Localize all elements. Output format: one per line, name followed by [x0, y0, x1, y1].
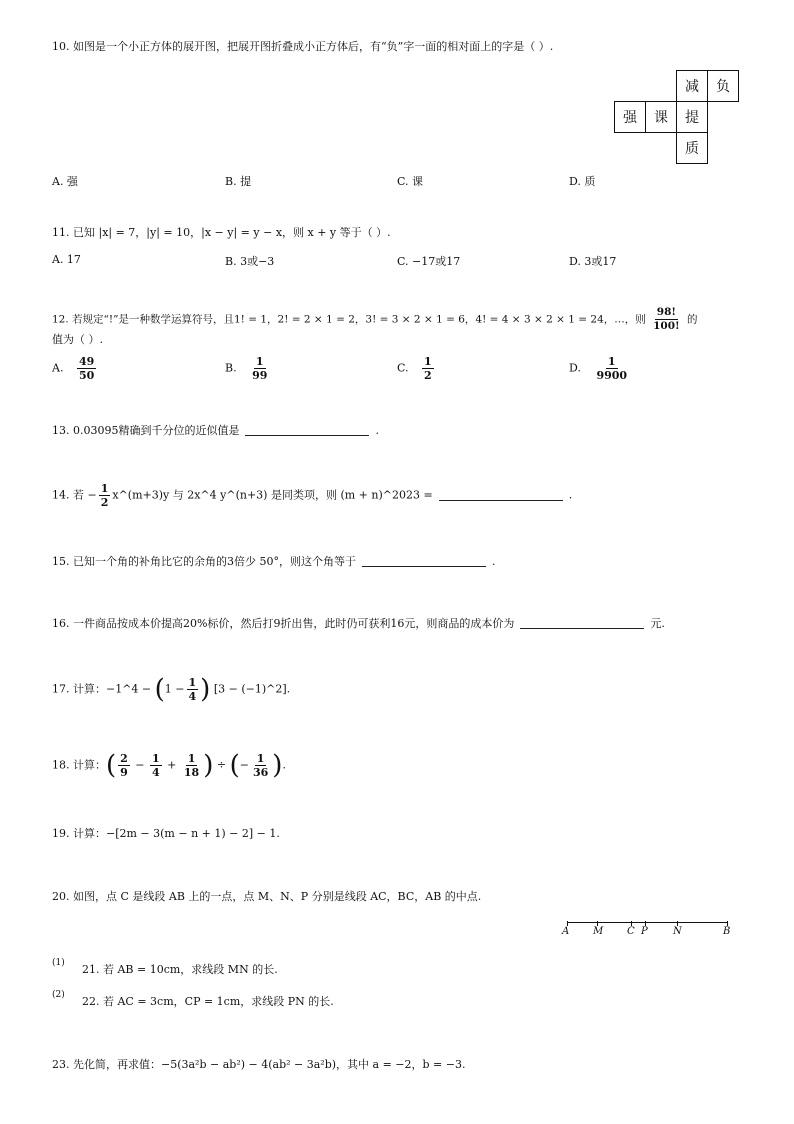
- frac-den: 99: [252, 369, 268, 382]
- q11-option-a[interactable]: A. 17: [52, 253, 81, 266]
- segment-line: [567, 922, 727, 923]
- point-label-p: P: [641, 926, 648, 937]
- frac-den: 2: [424, 369, 432, 382]
- q15-answer-blank[interactable]: [362, 556, 486, 567]
- q20-sub2: 22. 若 AC = 3cm，CP = 1cm，求线段 PN 的长.: [82, 995, 334, 1008]
- frac-den: 4: [152, 766, 160, 779]
- q20-sub2-index: (2): [52, 990, 65, 1000]
- q16: [52, 617, 665, 631]
- q14-end: .: [568, 488, 573, 502]
- option-label: A.: [52, 361, 64, 375]
- frac-den: 36: [252, 766, 269, 779]
- net-cell: 负: [707, 70, 739, 102]
- frac-den: 50: [78, 369, 95, 382]
- q17-pre: 17. 计算：−1^4 −: [52, 682, 155, 696]
- q12-stem: [52, 306, 698, 333]
- frac-num: 1: [256, 752, 265, 765]
- q18-div: ÷: [216, 758, 227, 772]
- q12-option-a[interactable]: [52, 355, 98, 382]
- q14: [52, 482, 572, 509]
- q12-stem-tail: 的: [687, 313, 698, 326]
- q16-end: 元.: [650, 617, 665, 630]
- q11-option-b[interactable]: B. 3或−3: [225, 255, 275, 268]
- net-cell: 课: [645, 101, 677, 133]
- frac-num: 2: [120, 752, 128, 765]
- q10-option-a[interactable]: A. 强: [52, 175, 78, 188]
- point-label-a: A: [562, 926, 570, 937]
- q11-stem: 11. 已知 |x| = 7，|y| = 10，|x − y| = y − x，则 x + y 等于（ ）.: [52, 226, 391, 239]
- q14-answer-blank[interactable]: [439, 490, 563, 501]
- net-cell: 减: [676, 70, 708, 102]
- q17: 17. 计算：−1^4 − (1 − $\frac{1}{4}$ ) [3 − (−1)^2].: [52, 674, 291, 705]
- frac-num: 1: [607, 355, 616, 368]
- q12-fraction: [651, 306, 682, 333]
- frac-den: 2: [100, 496, 109, 509]
- q10-option-b[interactable]: B. 提: [225, 175, 252, 188]
- frac-num: 1: [152, 752, 160, 765]
- q18: 18. 计算：( $\frac{2}{9}$ − $\frac{1}{4}$ + $\frac{1}{18}$ ) ÷ (− $\frac{1}{36}$ ).: [52, 750, 286, 781]
- frac-num: 1: [187, 752, 196, 765]
- q23-stem: 23. 先化简，再求值：−5(3a²b − ab²) − 4(ab² − 3a²b)，其中 a = −2，b = −3.: [52, 1058, 466, 1071]
- option-label: B.: [225, 361, 237, 375]
- q10-option-d[interactable]: D. 质: [569, 175, 596, 188]
- q16-stem: 16. 一件商品按成本价提高20%标价，然后打9折出售，此时仍可获利16元，则商品的成本价为: [52, 617, 515, 630]
- q11-option-c[interactable]: C. −17或17: [397, 255, 461, 268]
- frac-num: 1: [424, 355, 432, 368]
- point-label-b: B: [723, 926, 731, 937]
- q10-stem: 10. 如图是一个小正方体的展开图，把展开图折叠成小正方体后，有“负”字一面的相对面上的字是（ ）.: [52, 40, 554, 53]
- q15: [52, 555, 495, 569]
- q17-post: [3 − (−1)^2].: [213, 682, 291, 696]
- frac-den: 4: [188, 690, 197, 703]
- point-label-n: N: [673, 926, 682, 937]
- q19-stem: 19. 计算：−[2m − 3(m − n + 1) − 2] − 1.: [52, 827, 280, 840]
- q14-pre: 14. 若 −: [52, 488, 97, 502]
- frac-den: 18: [183, 766, 200, 779]
- q13-answer-blank[interactable]: [245, 425, 369, 436]
- q12-line2: 值为（ ）.: [52, 333, 103, 346]
- net-cell: 质: [676, 132, 708, 164]
- q11-option-d[interactable]: D. 3或17: [569, 255, 617, 268]
- q12-option-d[interactable]: [569, 355, 631, 382]
- q13-end: .: [375, 424, 379, 437]
- q14-mid: x^(m+3)y 与 2x^4 y^(n+3) 是同类项，则 (m + n)^2023 =: [112, 488, 433, 502]
- q12-stem-text: 12. 若规定“!”是一种数学运算符号，且1! = 1，2! = 2 × 1 = 2，3! = 3 × 2 × 1 = 6，4! = 4 × 3 × 2 × 1 = 24，…，则: [52, 313, 646, 326]
- q15-stem: 15. 已知一个角的补角比它的余角的3倍少 50°，则这个角等于: [52, 555, 356, 568]
- frac-den: 9900: [596, 369, 628, 382]
- q12-frac-den: 100!: [653, 320, 680, 332]
- net-cell: 强: [614, 101, 646, 133]
- point-label-m: M: [593, 926, 604, 937]
- q12-frac-num: 98!: [656, 306, 676, 318]
- option-label: C.: [397, 361, 409, 375]
- q15-end: .: [491, 555, 496, 568]
- q20-sub1: 21. 若 AB = 10cm，求线段 MN 的长.: [82, 963, 278, 976]
- q13: [52, 424, 379, 438]
- q16-answer-blank[interactable]: [520, 618, 644, 629]
- q12-option-b[interactable]: [225, 355, 271, 382]
- net-cell: 提: [676, 101, 708, 133]
- q13-stem: 13. 0.03095精确到千分位的近似值是: [52, 424, 240, 437]
- q10-option-c[interactable]: C. 课: [397, 175, 424, 188]
- frac-num: 1: [100, 482, 109, 495]
- q17-inner: 1 −: [164, 682, 185, 696]
- option-label: D.: [569, 361, 581, 375]
- frac-num: 1: [255, 355, 264, 368]
- q12-option-c[interactable]: [397, 355, 436, 382]
- frac-num: 49: [78, 355, 95, 368]
- q20-sub1-index: (1): [52, 958, 65, 968]
- point-label-c: C: [627, 926, 635, 937]
- q18-pre: 18. 计算：: [52, 758, 106, 772]
- frac-num: 1: [188, 676, 197, 689]
- q20-stem: 20. 如图，点 C 是线段 AB 上的一点，点 M、N、P 分别是线段 AC，BC，AB 的中点.: [52, 890, 482, 903]
- frac-den: 9: [120, 766, 128, 779]
